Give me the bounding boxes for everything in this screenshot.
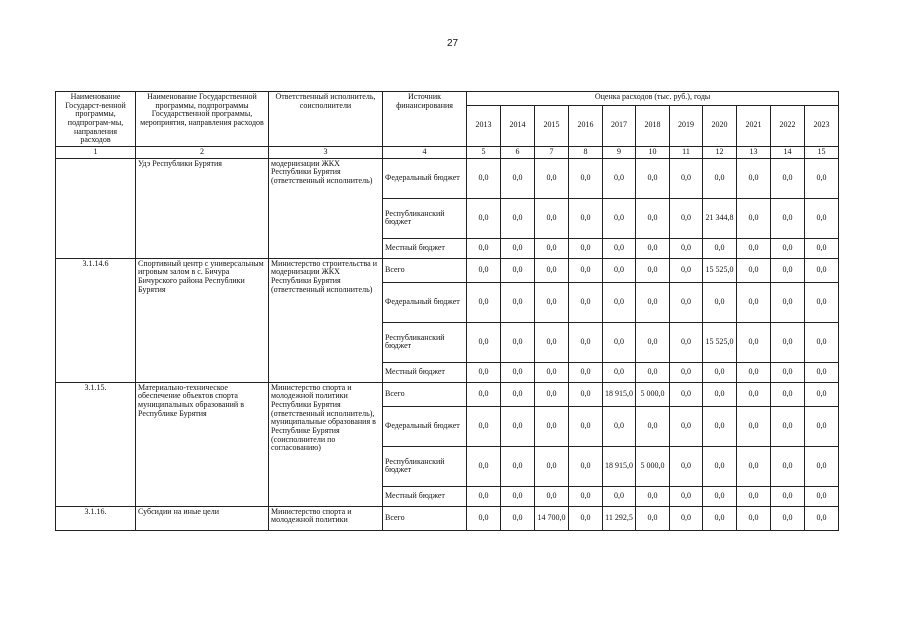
cost-value: 0,0 (771, 258, 805, 282)
funding-source: Всего (383, 258, 467, 282)
cost-value: 0,0 (737, 406, 771, 446)
cost-value: 0,0 (636, 486, 670, 506)
header-year: 2017 (603, 105, 636, 146)
cost-value: 0,0 (636, 322, 670, 362)
cost-value: 0,0 (569, 282, 603, 322)
cost-value: 21 344,8 (703, 198, 737, 238)
cost-value: 0,0 (670, 362, 703, 382)
page-number: 27 (446, 38, 459, 49)
funding-source: Республиканский бюджет (383, 322, 467, 362)
cost-value: 0,0 (467, 158, 501, 198)
cost-value: 0,0 (636, 158, 670, 198)
cost-value: 0,0 (535, 486, 569, 506)
cost-value: 0,0 (636, 282, 670, 322)
cost-value: 0,0 (805, 406, 839, 446)
row-executor: Министерство спорта и молодежной политики (269, 506, 383, 530)
cost-value: 0,0 (569, 486, 603, 506)
cost-value: 0,0 (501, 446, 535, 486)
cost-value: 5 000,0 (636, 382, 670, 406)
cost-value: 0,0 (703, 406, 737, 446)
cost-value: 0,0 (569, 362, 603, 382)
row-activity-name: Удэ Республики Бурятия (136, 158, 269, 258)
cost-value: 0,0 (603, 322, 636, 362)
table-row (56, 506, 839, 530)
cost-value: 0,0 (805, 198, 839, 238)
header-program-name: Наименование Государст-венной программы, подпрограм-мы, направления расходов (56, 92, 136, 147)
cost-value: 0,0 (501, 506, 535, 530)
cost-value: 0,0 (603, 282, 636, 322)
header-year: 2014 (501, 105, 535, 146)
cost-value: 0,0 (467, 322, 501, 362)
cost-value: 0,0 (569, 198, 603, 238)
cost-value: 0,0 (805, 158, 839, 198)
cost-value: 0,0 (703, 382, 737, 406)
cost-value: 0,0 (771, 446, 805, 486)
header-funding-source: Источник финансирования (383, 92, 467, 147)
cost-value: 0,0 (805, 258, 839, 282)
column-number: 5 (467, 146, 501, 158)
cost-value: 0,0 (703, 158, 737, 198)
cost-value: 0,0 (535, 158, 569, 198)
header-year: 2016 (569, 105, 603, 146)
cost-value: 0,0 (603, 238, 636, 258)
cost-value: 0,0 (501, 198, 535, 238)
cost-value: 0,0 (703, 446, 737, 486)
column-number: 6 (501, 146, 535, 158)
cost-value: 0,0 (569, 506, 603, 530)
column-number: 3 (269, 146, 383, 158)
funding-source: Республиканский бюджет (383, 446, 467, 486)
cost-value: 0,0 (535, 198, 569, 238)
cost-value: 0,0 (467, 198, 501, 238)
row-activity-name: Субсидии на иные цели (136, 506, 269, 530)
funding-source: Местный бюджет (383, 238, 467, 258)
cost-value: 0,0 (569, 238, 603, 258)
cost-value: 0,0 (771, 282, 805, 322)
cost-value: 0,0 (467, 362, 501, 382)
cost-value: 0,0 (501, 322, 535, 362)
header-executor: Ответственный исполнитель, соисполнители (269, 92, 383, 147)
cost-value: 0,0 (467, 506, 501, 530)
cost-value: 14 700,0 (535, 506, 569, 530)
cost-value: 0,0 (467, 258, 501, 282)
cost-value: 0,0 (501, 382, 535, 406)
cost-value: 0,0 (501, 282, 535, 322)
funding-source: Республиканский бюджет (383, 198, 467, 238)
cost-value: 0,0 (603, 158, 636, 198)
row-code: 3.1.14.6 (56, 258, 136, 382)
column-number: 7 (535, 146, 569, 158)
cost-value: 0,0 (535, 258, 569, 282)
funding-source: Местный бюджет (383, 486, 467, 506)
header-year: 2021 (737, 105, 771, 146)
cost-value: 0,0 (737, 506, 771, 530)
column-number: 8 (569, 146, 603, 158)
row-activity-name: Материально-техническое обеспечение объектов спорта муниципальных образований в Республике Бурятия (136, 382, 269, 506)
cost-value: 15 525,0 (703, 258, 737, 282)
cost-value: 0,0 (771, 506, 805, 530)
cost-value: 0,0 (501, 158, 535, 198)
column-number: 10 (636, 146, 670, 158)
cost-value: 0,0 (467, 486, 501, 506)
cost-value: 18 915,0 (603, 446, 636, 486)
column-number: 11 (670, 146, 703, 158)
cost-value: 0,0 (670, 198, 703, 238)
cost-value: 0,0 (535, 238, 569, 258)
funding-source: Федеральный бюджет (383, 158, 467, 198)
column-number: 1 (56, 146, 136, 158)
cost-value: 0,0 (737, 322, 771, 362)
cost-value: 0,0 (737, 238, 771, 258)
cost-value: 0,0 (805, 238, 839, 258)
cost-value: 0,0 (603, 198, 636, 238)
funding-source: Федеральный бюджет (383, 406, 467, 446)
cost-value: 0,0 (501, 238, 535, 258)
funding-source: Федеральный бюджет (383, 282, 467, 322)
cost-value: 0,0 (737, 486, 771, 506)
header-cost-estimate: Оценка расходов (тыс. руб.), годы (467, 92, 839, 106)
header-year: 2023 (805, 105, 839, 146)
column-number-row (56, 146, 839, 158)
column-number: 9 (603, 146, 636, 158)
cost-value: 0,0 (603, 406, 636, 446)
cost-value: 0,0 (535, 282, 569, 322)
header-year: 2020 (703, 105, 737, 146)
cost-value: 15 525,0 (703, 322, 737, 362)
cost-value: 0,0 (805, 282, 839, 322)
cost-value: 0,0 (805, 506, 839, 530)
cost-value: 0,0 (670, 238, 703, 258)
cost-value: 0,0 (603, 362, 636, 382)
cost-value: 0,0 (603, 258, 636, 282)
cost-value: 0,0 (670, 282, 703, 322)
cost-value: 0,0 (737, 362, 771, 382)
header-year: 2013 (467, 105, 501, 146)
row-code: 3.1.16. (56, 506, 136, 530)
cost-value: 0,0 (771, 486, 805, 506)
cost-value: 0,0 (703, 282, 737, 322)
cost-value: 0,0 (467, 382, 501, 406)
cost-value: 0,0 (569, 382, 603, 406)
cost-value: 0,0 (737, 282, 771, 322)
cost-value: 0,0 (467, 282, 501, 322)
cost-value: 0,0 (670, 158, 703, 198)
cost-value: 0,0 (737, 158, 771, 198)
cost-value: 0,0 (467, 446, 501, 486)
cost-value: 0,0 (670, 322, 703, 362)
header-year: 2019 (670, 105, 703, 146)
budget-table (55, 91, 839, 531)
cost-value: 0,0 (670, 506, 703, 530)
column-number: 2 (136, 146, 269, 158)
cost-value: 0,0 (805, 446, 839, 486)
header-year: 2018 (636, 105, 670, 146)
cost-value: 0,0 (771, 198, 805, 238)
cost-value: 0,0 (805, 382, 839, 406)
cost-value: 0,0 (670, 406, 703, 446)
cost-value: 0,0 (501, 486, 535, 506)
cost-value: 0,0 (805, 486, 839, 506)
cost-value: 0,0 (636, 362, 670, 382)
cost-value: 0,0 (535, 446, 569, 486)
row-executor: Министерство строительства и модернизации ЖКХ Республики Бурятия (ответственный исполнитель) (269, 258, 383, 382)
table-header (56, 92, 839, 147)
cost-value: 0,0 (703, 362, 737, 382)
cost-value: 0,0 (737, 198, 771, 238)
cost-value: 0,0 (771, 362, 805, 382)
column-number: 12 (703, 146, 737, 158)
cost-value: 0,0 (569, 446, 603, 486)
cost-value: 0,0 (535, 362, 569, 382)
table-row (56, 382, 839, 406)
table-row (56, 258, 839, 282)
cost-value: 11 292,5 (603, 506, 636, 530)
cost-value: 0,0 (501, 406, 535, 446)
column-number: 13 (737, 146, 771, 158)
cost-value: 0,0 (535, 322, 569, 362)
table-body (56, 146, 839, 530)
funding-source: Всего (383, 382, 467, 406)
cost-value: 0,0 (771, 406, 805, 446)
cost-value: 0,0 (501, 258, 535, 282)
row-code (56, 158, 136, 258)
cost-value: 0,0 (636, 258, 670, 282)
funding-source: Всего (383, 506, 467, 530)
cost-value: 0,0 (737, 382, 771, 406)
column-number: 14 (771, 146, 805, 158)
cost-value: 0,0 (703, 506, 737, 530)
cost-value: 0,0 (771, 158, 805, 198)
row-executor: Министерство спорта и молодежной политики Республики Бурятия (ответственный исполнитель), муниципальные образования в Республике Бурятия (соисполнители по согласованию) (269, 382, 383, 506)
row-activity-name: Спортивный центр с универсальным игровым залом в с. Бичура Бичурского района Республики Бурятия (136, 258, 269, 382)
header-year: 2015 (535, 105, 569, 146)
cost-value: 0,0 (535, 382, 569, 406)
row-code: 3.1.15. (56, 382, 136, 506)
cost-value: 0,0 (737, 446, 771, 486)
header-year: 2022 (771, 105, 805, 146)
cost-value: 0,0 (636, 506, 670, 530)
cost-value: 0,0 (603, 486, 636, 506)
cost-value: 0,0 (670, 486, 703, 506)
column-number: 15 (805, 146, 839, 158)
cost-value: 0,0 (636, 198, 670, 238)
cost-value: 0,0 (569, 322, 603, 362)
cost-value: 0,0 (501, 362, 535, 382)
cost-value: 0,0 (535, 406, 569, 446)
column-number: 4 (383, 146, 467, 158)
cost-value: 0,0 (569, 158, 603, 198)
cost-value: 0,0 (636, 406, 670, 446)
cost-value: 0,0 (670, 446, 703, 486)
cost-value: 0,0 (771, 322, 805, 362)
cost-value: 0,0 (569, 258, 603, 282)
cost-value: 0,0 (670, 382, 703, 406)
cost-value: 0,0 (467, 406, 501, 446)
cost-value: 0,0 (467, 238, 501, 258)
cost-value: 0,0 (805, 322, 839, 362)
cost-value: 0,0 (636, 238, 670, 258)
header-activity-name: Наименование Государственной программы, подпрограммы Государственной программы, мероприятия, направления расходов (136, 92, 269, 147)
cost-value: 0,0 (569, 406, 603, 446)
cost-value: 0,0 (771, 238, 805, 258)
cost-value: 0,0 (703, 238, 737, 258)
funding-source: Местный бюджет (383, 362, 467, 382)
cost-value: 0,0 (737, 258, 771, 282)
cost-value: 0,0 (703, 486, 737, 506)
cost-value: 5 000,0 (636, 446, 670, 486)
row-executor: модернизации ЖКХ Республики Бурятия (ответственный исполнитель) (269, 158, 383, 258)
cost-value: 18 915,0 (603, 382, 636, 406)
table-row (56, 158, 839, 198)
cost-value: 0,0 (805, 362, 839, 382)
cost-value: 0,0 (670, 258, 703, 282)
cost-value: 0,0 (771, 382, 805, 406)
